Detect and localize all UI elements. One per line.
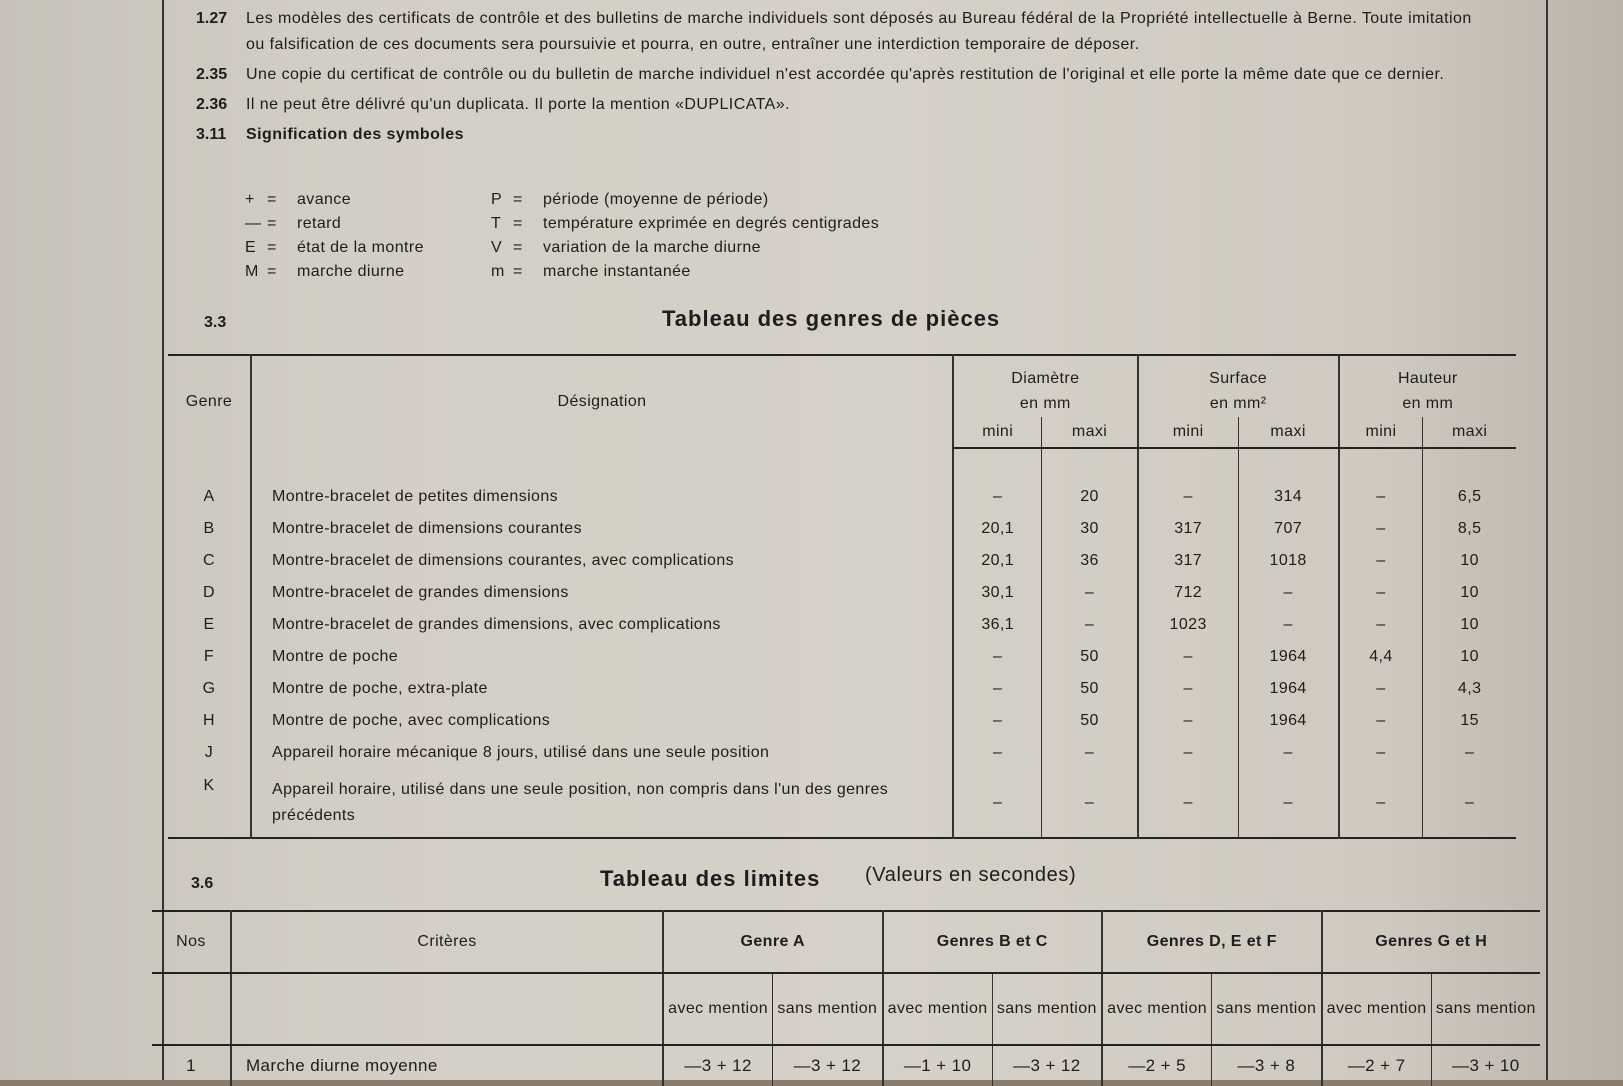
sub-maxi: maxi [1238,417,1338,448]
symbol-eq: = [267,263,277,280]
cell-value: – [1138,705,1238,737]
cell-designation: Montre-bracelet de grandes dimensions [251,577,953,609]
sub-maxi: maxi [1423,417,1516,448]
symbol-eq: = [513,263,523,280]
section-number-3-3: 3.3 [204,314,227,331]
cell-value: 1023 [1138,609,1238,641]
table1-title: Tableau des genres de pièces [662,306,1001,331]
table-row [168,769,1516,838]
cell-value: —3 + 12 [992,1045,1102,1086]
cell-value: – [1042,609,1138,641]
symbol-key: m [491,263,505,280]
cell-value: 10 [1460,648,1479,665]
cell-value: 15 [1460,712,1479,729]
symbols-title: Signification des symboles [246,126,464,143]
cell-designation: Montre de poche [251,641,953,673]
sub-mini: mini [1138,417,1238,448]
symbol-eq: = [513,215,523,232]
cell-value: – [1042,577,1138,609]
symbol-key: T [491,215,502,232]
cell-genre: G [168,673,251,705]
cell-value: —2 + 7 [1322,1045,1432,1086]
symbol-row [245,188,879,212]
symbol-label: période (moyenne de période) [543,191,769,208]
cell-genre: J [168,737,251,769]
cell-value: – [1138,481,1238,513]
symbol-label: état de la montre [297,239,424,256]
col-hauteur: Hauteur [1339,355,1516,391]
sub-avec-mention: avec mention [1322,973,1432,1045]
rule-number: 2.36 [196,96,228,113]
rule-text: Il ne peut être délivré qu'un duplicata. Il porte la mention «DUPLICATA». [246,96,791,113]
cell-designation: Montre-bracelet de petites dimensions [251,481,953,513]
cell-value: – [1339,673,1423,705]
cell-value: 8,5 [1457,520,1482,537]
cell-value: 1018 [1238,545,1338,577]
cell-value: – [1238,577,1338,609]
cell-value: 50 [1042,673,1138,705]
cell-value: 707 [1238,513,1338,545]
col-genres-d-e-f: Genres D, E et F [1102,911,1322,973]
cell-designation: Montre-bracelet de grandes dimensions, avec complications [251,609,953,641]
cell-value: 317 [1138,513,1238,545]
cell-designation: Appareil horaire, utilisé dans une seule position, non compris dans l'un des genres précédents [251,769,953,838]
cell-no: 1 [152,1045,231,1086]
rule-2-36 [196,92,1476,118]
unit-surface: en mm² [1138,391,1339,417]
rules-section [196,6,1476,152]
sub-maxi: maxi [1042,417,1138,448]
sub-sans-mention: sans mention [1431,973,1540,1045]
cell-value: 4,3 [1457,680,1482,697]
unit-hauteur: en mm [1402,395,1454,412]
cell-value: 20,1 [953,545,1042,577]
cell-value: – [1042,769,1138,838]
cell-value: 20 [1042,481,1138,513]
cell-value: – [1138,737,1238,769]
cell-value: —2 + 5 [1102,1045,1212,1086]
rule-3-11 [196,122,1476,148]
cell-value: – [953,673,1042,705]
cell-value: – [1138,673,1238,705]
section-number-3-6: 3.6 [191,875,214,892]
cell-genre: E [168,609,251,641]
cell-value: 10 [1460,616,1479,633]
symbol-key: — [245,215,262,232]
symbol-eq: = [267,239,277,256]
table-row [168,737,1516,769]
cell-value: – [1138,769,1238,838]
col-designation: Désignation [251,355,953,448]
sub-sans-mention: sans mention [992,973,1102,1045]
cell-value: 36 [1042,545,1138,577]
cell-value: – [1339,609,1423,641]
cell-value: 712 [1138,577,1238,609]
cell-value: 36,1 [953,609,1042,641]
cell-genre: B [168,513,251,545]
cell-value: 20,1 [953,513,1042,545]
cell-genre: H [168,705,251,737]
cell-value: – [1339,577,1423,609]
symbol-key: V [491,239,503,256]
cell-value: – [1238,737,1338,769]
rule-text: Les modèles des certificats de contrôle et des bulletins de marche individuels sont déposés au Bureau fédéral de la Propriété intellectuelle à Berne. Toute imitation ou falsification de ces documents sera poursuivie et pourra, en outre, entraîner une interdiction temporaire de déposer. [246,10,1472,53]
cell-value: – [1042,737,1138,769]
cell-value: 10 [1460,552,1479,569]
unit-diametre: en mm [953,391,1138,417]
table-header-row [152,973,1540,1045]
col-diametre: Diamètre [953,355,1138,391]
cell-value: 1964 [1238,641,1338,673]
rule-number: 1.27 [196,10,228,27]
symbol-label: variation de la marche diurne [543,239,761,256]
cell-value: —3 + 10 [1452,1056,1520,1075]
table2-note: (Valeurs en secondes) [865,864,1077,886]
cell-value: 30,1 [953,577,1042,609]
sub-sans-mention: sans mention [1212,973,1322,1045]
cell-value: – [1339,481,1423,513]
cell-value: —3 + 8 [1212,1045,1322,1086]
cell-value: 30 [1042,513,1138,545]
cell-designation: Montre-bracelet de dimensions courantes, avec complications [251,545,953,577]
symbol-key: P [491,191,503,208]
cell-value: – [1238,769,1338,838]
symbol-row [245,212,879,236]
cell-genre: D [168,577,251,609]
table2-title: Tableau des limites [600,866,821,891]
table-row [168,641,1516,673]
sub-sans-mention: sans mention [773,973,883,1045]
rule-number: 3.11 [196,126,227,143]
col-nos: Nos [152,911,231,973]
cell-value: – [1138,641,1238,673]
symbol-eq: = [513,239,523,256]
rule-1-27 [196,6,1476,58]
rule-2-35 [196,62,1476,88]
cell-designation: Appareil horaire mécanique 8 jours, utilisé dans une seule position [251,737,953,769]
cell-value: – [953,769,1042,838]
sub-avec-mention: avec mention [1102,973,1212,1045]
table-row [168,577,1516,609]
cell-value: 50 [1042,641,1138,673]
cell-critere: Marche diurne moyenne [231,1045,663,1086]
symbol-key: + [245,191,255,208]
cell-value: – [1465,794,1475,811]
symbol-label: marche instantanée [543,263,691,280]
sub-mini: mini [953,417,1042,448]
table-row [168,545,1516,577]
cell-value: 317 [1138,545,1238,577]
cell-value: – [1339,737,1423,769]
cell-value: – [1339,705,1423,737]
cell-genre: A [168,481,251,513]
col-surface: Surface [1138,355,1339,391]
cell-value: 4,4 [1339,641,1423,673]
cell-value: 10 [1460,584,1479,601]
cell-value: 1964 [1238,673,1338,705]
cell-value: – [1339,545,1423,577]
symbol-label: température exprimée en degrés centigrades [543,215,880,232]
col-genre-a: Genre A [663,911,883,973]
symbol-key: M [245,263,259,280]
symbol-row [245,236,879,260]
col-genres-g-h: Genres G et H [1322,911,1541,973]
table-row [168,673,1516,705]
genres-table [168,354,1516,839]
table-row [168,513,1516,545]
cell-value: 6,5 [1457,488,1482,505]
symbols-legend [245,188,879,284]
cell-value: – [1238,609,1338,641]
cell-value: – [953,705,1042,737]
cell-value: – [1465,744,1475,761]
rule-number: 2.35 [196,66,228,83]
sub-avec-mention: avec mention [663,973,773,1045]
cell-value: 314 [1238,481,1338,513]
cell-value: – [953,481,1042,513]
symbol-row [245,260,879,284]
sub-mini: mini [1339,417,1423,448]
cell-value: —3 + 12 [773,1045,883,1086]
sub-avec-mention: avec mention [883,973,993,1045]
symbol-eq: = [513,191,523,208]
cell-value: – [1339,513,1423,545]
cell-value: 50 [1042,705,1138,737]
cell-genre: K [168,769,251,838]
cell-value: – [953,737,1042,769]
cell-genre: F [168,641,251,673]
cell-designation: Montre-bracelet de dimensions courantes [251,513,953,545]
symbol-label: marche diurne [297,263,405,280]
col-genre: Genre [168,355,251,448]
symbol-eq: = [267,215,277,232]
table-header-row [152,911,1540,973]
table-header-row [168,355,1516,391]
limites-table [152,910,1540,1086]
cell-value: – [953,641,1042,673]
cell-value: —3 + 12 [663,1045,773,1086]
cell-designation: Montre de poche, avec complications [251,705,953,737]
col-genres-b-c: Genres B et C [883,911,1103,973]
cell-value: —1 + 10 [883,1045,993,1086]
table-row [168,481,1516,513]
symbol-eq: = [267,191,277,208]
cell-value: – [1339,769,1423,838]
cell-value: 1964 [1238,705,1338,737]
table-row [168,705,1516,737]
cell-genre: C [168,545,251,577]
cell-designation: Montre de poche, extra-plate [251,673,953,705]
table-row [168,609,1516,641]
symbol-key: E [245,239,257,256]
symbol-label: retard [297,215,342,232]
rule-text: Une copie du certificat de contrôle ou du bulletin de marche individuel n'est accordée qu'après restitution de l'original et elle porte la même date que ce dernier. [246,66,1445,83]
col-criteres: Critères [231,911,663,973]
symbol-label: avance [297,191,351,208]
